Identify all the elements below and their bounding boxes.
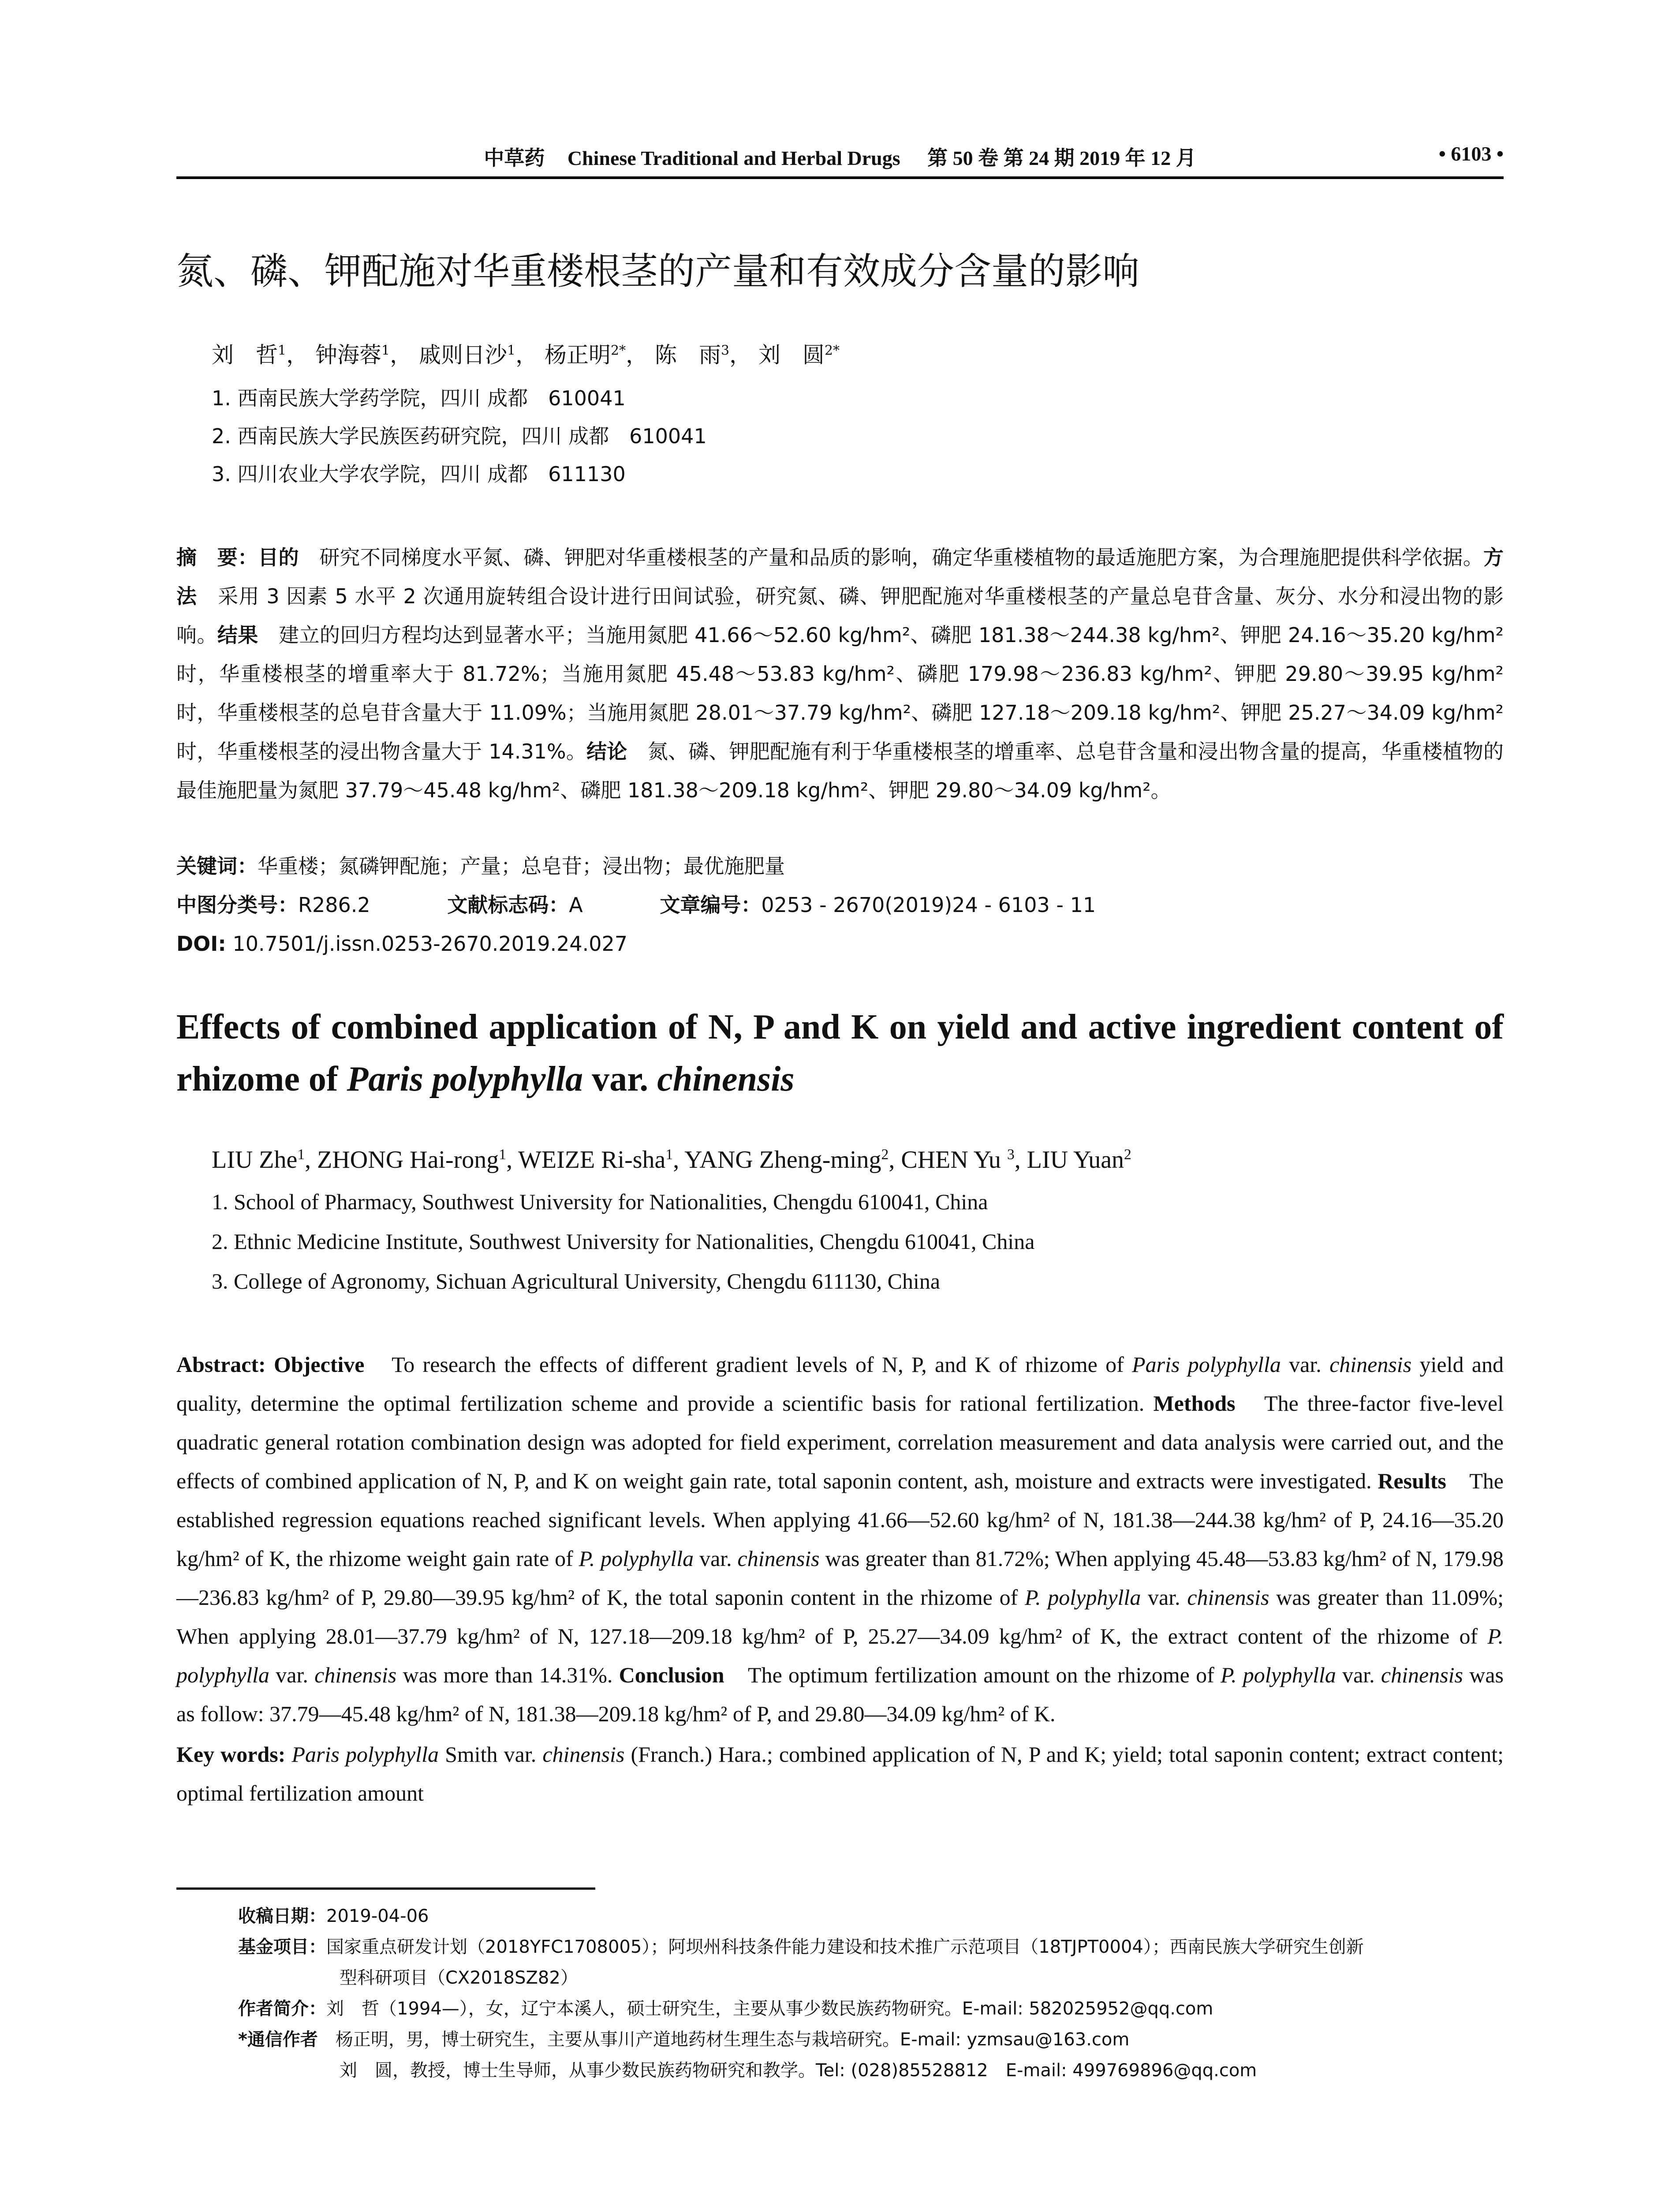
affiliation-en: 1. School of Pharmacy, Southwest University for Nationalities, Chengdu 610041, China (212, 1189, 988, 1214)
author-sup: 2* (611, 343, 626, 359)
footnotes (238, 1901, 1508, 2086)
abstract-text: was greater than 81.72%; When applying 45.48—53.83 kg/hm² of N, 179.98—236.83 kg/hm² of P, 29.80—39.95 kg/hm² of K, the total saponin content in the rhizome of (176, 1546, 1504, 1610)
abstract-text: To research the effects of different gradient levels of N, P, and K of rhizome of (364, 1352, 1132, 1377)
abstract-text: var. (1281, 1352, 1330, 1377)
affiliation-cn: 3. 四川农业大学农学院，四川 成都 611130 (212, 462, 626, 486)
page-number: • 6103 • (1438, 142, 1504, 165)
abstract-text: The established regression equations reached significant levels. When applying 41.66—52.60 kg/hm² of N, 181.38—244.38 kg/hm² of P, 24.16—35.20 kg/hm² of K, the rhizome weight gain rate of (176, 1469, 1504, 1571)
footnote-corresponding (238, 2024, 1508, 2055)
keywords-label-en: Key words: (176, 1742, 286, 1767)
author-en: ZHONG Hai-rong (317, 1146, 499, 1174)
abstract-en (176, 1345, 1504, 1813)
journal-line (176, 142, 1504, 171)
objective-label-cn: 目的 (258, 546, 299, 569)
species-name: P. polyphylla (1024, 1585, 1141, 1610)
abstract-text: was more than 14.31%. (396, 1663, 619, 1687)
clc-value: R286.2 (298, 893, 370, 917)
results-text-cn: 建立的回归方程均达到显著水平；当施用氮肥 41.66～52.60 kg/hm²、磷肥 181.38～244.38 kg/hm²、钾肥 24.16～35.20 kg/hm² 时，华重楼根茎的增重率大于 81.72%；当施用氮肥 45.48～53.83 kg/hm²、磷肥 179.98～236.83 kg/hm²、钾肥 29.80～39.95 kg/hm² 时，华重楼根茎的总皂苷含量大于 11.09%；当施用氮肥 28.01～37.79 kg/hm²、磷肥 127.18～209.18 kg/hm²、钾肥 25.27～34.09 kg/hm² 时，华重楼根茎的浸出物含量大于 14.31%。 (176, 623, 1504, 763)
conclusion-label-cn: 结论 (586, 740, 627, 763)
affiliation-cn: 1. 西南民族大学药学院，四川 成都 610041 (212, 386, 626, 410)
author-cn: 戚则日沙 (419, 342, 507, 368)
title-en (176, 1001, 1504, 1105)
species-name: P. polyphylla (579, 1546, 694, 1571)
abstract-text: was greater than 11.09%; When applying 28.01—37.79 kg/hm² of N, 127.18—209.18 kg/hm² of P, 25.27—34.09 kg/hm² of K, the extract content of the rhizome of (176, 1585, 1504, 1648)
title-cn: 氮、磷、钾配施对华重楼根茎的产量和有效成分含量的影响 (176, 250, 1140, 293)
author-en: LIU Yuan (1027, 1146, 1124, 1174)
abstract-body-en (176, 1345, 1504, 1733)
abstract-text: var. (694, 1546, 738, 1571)
abstract-text: was as follow: 37.79—45.48 kg/hm² of N, 181.38—209.18 kg/hm² of P, and 29.80—34.09 kg/hm² of K. (176, 1663, 1504, 1726)
abstract-text: var. (1141, 1585, 1187, 1610)
author-sup: 1 (278, 343, 287, 359)
affiliation-en: 2. Ethnic Medicine Institute, Southwest University for Nationalities, Chengdu 610041, China (212, 1229, 1035, 1254)
doc-code-label: 文献标志码： (447, 893, 569, 917)
affiliations-en (212, 1182, 1490, 1301)
species-name: chinensis (1187, 1585, 1269, 1610)
keywords-text: (Franch.) Hara.; combined application of N, P and K; yield; total saponin content; extract content; optimal fertilization amount (176, 1742, 1504, 1805)
footnote-text: 国家重点研发计划（2018YFC1708005）；阿坝州科技条件能力建设和技术推广示范项目（18TJPT0004）；西南民族大学研究生创新 (326, 1937, 1364, 1957)
meta-cn (176, 847, 1504, 963)
author-cn: 钟海蓉 (315, 342, 381, 368)
abstract-label-en: Abstract: Objective (176, 1352, 365, 1377)
species-name: chinensis (737, 1546, 820, 1571)
footnote-text: 刘 哲（1994—），女，辽宁本溪人，硕士研究生，主要从事少数民族药物研究。E-mail: 582025952@qq.com (326, 1999, 1213, 2019)
doi-label: DOI: (176, 932, 226, 956)
keywords-en (176, 1735, 1504, 1813)
abstract-text: var. (1336, 1663, 1381, 1687)
article-id-value: 0253 - 2670(2019)24 - 6103 - 11 (761, 893, 1096, 917)
species-name: chinensis (542, 1742, 625, 1767)
results-label-cn: 结果 (217, 623, 258, 647)
conclusion-text-cn: 氮、磷、钾肥配施有利于华重楼根茎的增重率、总皂苷含量和浸出物含量的提高，华重楼植物的最佳施肥量为氮肥 37.79～45.48 kg/hm²、磷肥 181.38～209.18 kg/hm²、钾肥 29.80～34.09 kg/hm²。 (176, 740, 1504, 802)
abstract-cn (176, 538, 1504, 810)
footnote-author (238, 1993, 1508, 2024)
affiliation-en: 3. College of Agronomy, Sichuan Agricultural University, Chengdu 611130, China (212, 1269, 941, 1293)
affiliation-cn: 2. 西南民族大学民族医药研究院，四川 成都 610041 (212, 424, 707, 448)
author-en: WEIZE Ri-sha (518, 1146, 666, 1174)
conclusion-label-en: Conclusion (619, 1663, 724, 1687)
running-header (176, 137, 1504, 179)
author-sup: 1 (499, 1146, 507, 1163)
author-sup: 3 (721, 343, 730, 359)
footnote-fund (238, 1932, 1508, 1962)
author-sup: 1 (297, 1146, 305, 1163)
author-sup: 3 (1007, 1146, 1015, 1163)
species-name: P. polyphylla (176, 1624, 1504, 1687)
footnote-label: 基金项目： (238, 1937, 326, 1957)
authors-en: LIU Zhe$^1$, ZHONG Hai-rong$^1$, WEIZE Ri-sha$^1$, YANG Zheng-ming$^2$, CHEN Yu $^3$, LIU Yuan$^2$ (212, 1146, 1131, 1174)
abstract-label-cn: 摘 要： (176, 546, 258, 569)
title-en-part: var. (583, 1060, 657, 1099)
issue-info: 第 50 卷 第 24 期 2019 年 12 月 (927, 147, 1196, 169)
abstract-text: yield and quality, determine the optimal fertilization scheme and provide a scientific basis for rational fertilization. (176, 1352, 1504, 1416)
methods-label-cn: 方法 (176, 546, 1504, 608)
keywords-text-cn: 华重楼；氮磷钾配施；产量；总皂苷；浸出物；最优施肥量 (258, 854, 785, 878)
doi-value: 10.7501/j.issn.0253-2670.2019.24.027 (226, 932, 628, 956)
author-cn: 刘 哲 (212, 342, 278, 368)
keywords-cn (176, 847, 1504, 886)
journal-name-cn: 中草药 (484, 147, 545, 169)
author-sup: 1 (381, 343, 390, 359)
abstract-text: The optimum fertilization amount on the rhizome of (724, 1663, 1221, 1687)
author-sup: 2 (881, 1146, 889, 1163)
classification-row (176, 886, 1504, 924)
methods-label-en: Methods (1153, 1391, 1236, 1416)
author-en: CHEN Yu (901, 1146, 1007, 1174)
footnote-label: *通信作者 (238, 2029, 318, 2050)
species-name: chinensis (1381, 1663, 1463, 1687)
doi-row (176, 924, 1504, 963)
species-name: Paris polyphylla (285, 1742, 439, 1767)
footnote-received (238, 1901, 1508, 1932)
doc-code-value: A (569, 893, 583, 917)
footnote-text: 2019-04-06 (326, 1906, 429, 1926)
author-cn: 杨正明 (545, 342, 611, 368)
author-sup: 1 (507, 343, 516, 359)
author-en: LIU Zhe (212, 1146, 298, 1174)
clc-label: 中图分类号： (176, 893, 298, 917)
title-en-part: Effects of combined application of N, P and K on yield and active ingredient content of rhizome of (176, 1008, 1504, 1099)
title-en-species: Paris polyphylla (347, 1060, 583, 1099)
author-sup: 1 (665, 1146, 673, 1163)
authors-cn: 刘 哲$^1$， 钟海蓉$^1$， 戚则日沙$^1$， 杨正明$^{2*}$， 陈 雨$^3$， 刘 圆$^{2*}$ (212, 342, 840, 368)
author-sup: 2* (825, 343, 840, 359)
keywords-label-cn: 关键词： (176, 854, 258, 878)
species-name: P. polyphylla (1220, 1663, 1336, 1687)
methods-text-cn: 采用 3 因素 5 水平 2 次通用旋转组合设计进行田间试验，研究氮、磷、钾肥配施对华重楼根茎的产量总皂苷含量、灰分、水分和浸出物的影响。 (176, 584, 1504, 647)
title-en-variety: chinensis (657, 1060, 795, 1099)
footnote-label: 收稿日期： (238, 1906, 326, 1926)
footnote-text: 杨正明，男，博士研究生，主要从事川产道地药材生理生态与栽培研究。E-mail: yzmsau@163.com (317, 2029, 1130, 2050)
species-name: chinensis (314, 1663, 397, 1687)
abstract-text: The three-factor five-level quadratic general rotation combination design was adopted for field experiment, correlation measurement and data analysis were carried out, and the effects of combined application of N, P, and K on weight gain rate, total saponin content, ash, moisture and extracts were investigated. (176, 1391, 1504, 1493)
footnote-label: 作者简介： (238, 1999, 326, 2019)
species-name: Paris polyphylla (1132, 1352, 1281, 1377)
author-sup: 2 (1124, 1146, 1131, 1163)
affiliations-cn (212, 379, 1490, 493)
species-name: chinensis (1329, 1352, 1412, 1377)
author-cn: 刘 圆 (758, 342, 825, 368)
keywords-text: Smith var. (438, 1742, 543, 1767)
footnote-corresponding-2: 刘 圆，教授，博士生导师，从事少数民族药物研究和教学。Tel: (028)85528812 E-mail: 499769896@qq.com (340, 2060, 1257, 2081)
results-label-en: Results (1378, 1469, 1446, 1493)
author-en: YANG Zheng-ming (684, 1146, 881, 1174)
footnote-fund-continued: 型科研项目（CX2018SZ82） (340, 1968, 578, 1988)
journal-name-en: Chinese Traditional and Herbal Drugs (567, 147, 900, 169)
author-cn: 陈 雨 (655, 342, 721, 368)
footnote-divider (176, 1887, 595, 1890)
abstract-text: var. (269, 1663, 315, 1687)
objective-text-cn: 研究不同梯度水平氮、磷、钾肥对华重楼根茎的产量和品质的影响，确定华重楼植物的最适施肥方案，为合理施肥提供科学依据。 (299, 546, 1483, 569)
article-id-label: 文章编号： (660, 893, 762, 917)
